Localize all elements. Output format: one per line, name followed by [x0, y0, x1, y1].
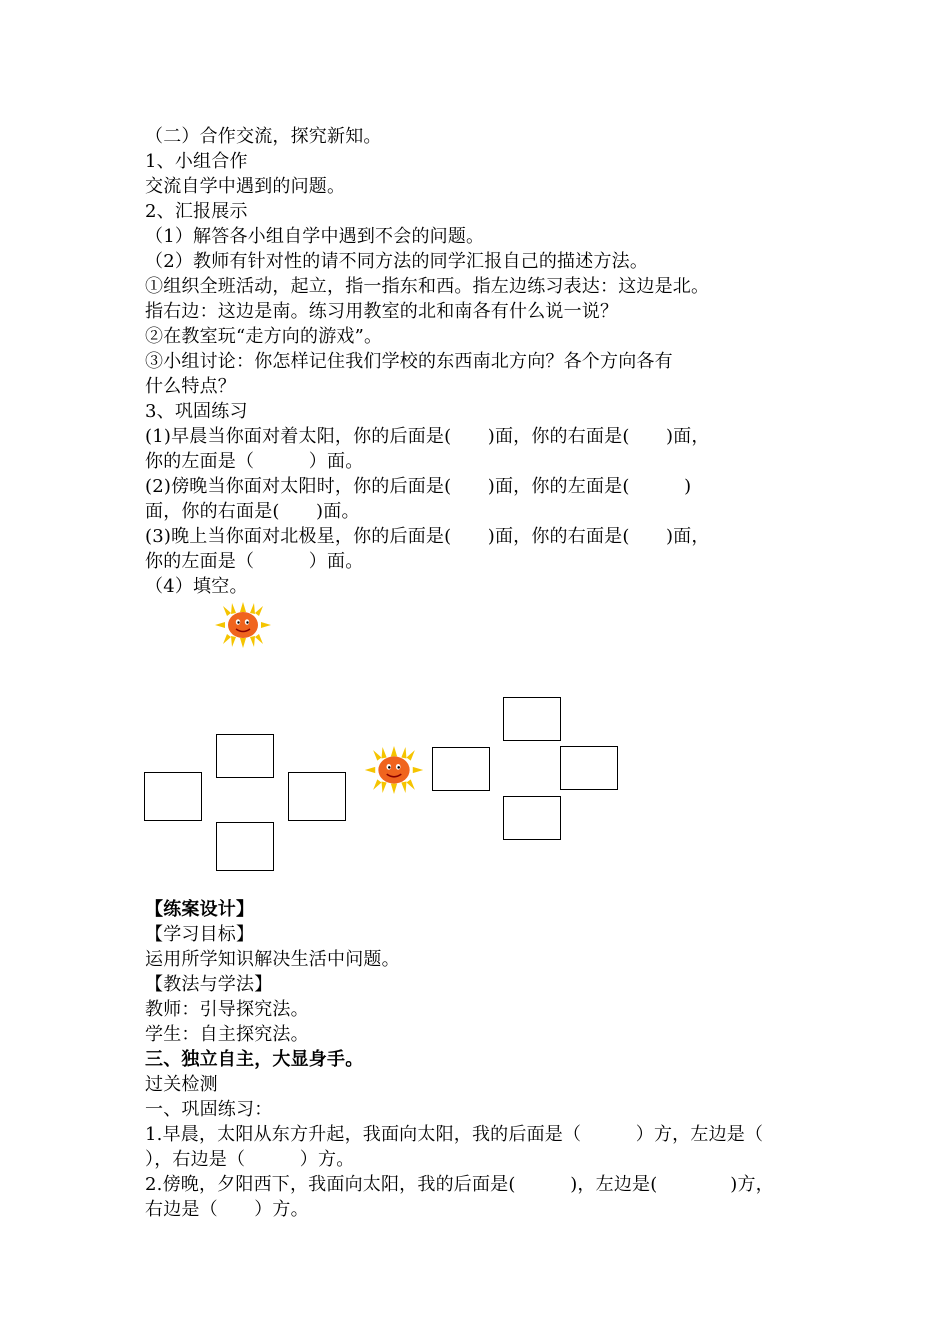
answer-box-bottom[interactable] [216, 822, 274, 871]
text-line: 运用所学知识解决生活中问题。 [145, 949, 400, 970]
text-line: （2）教师有针对性的请不同方法的同学汇报自己的描述方法。 [145, 251, 649, 272]
answer-box-right[interactable] [288, 772, 346, 821]
text-line: 学生：自主探究法。 [145, 1024, 309, 1045]
text-line: 2、汇报展示 [145, 201, 248, 222]
answer-box-right[interactable] [560, 746, 618, 790]
text-line: ①组织全班活动，起立，指一指东和西。指左边练习表达：这边是北。 [145, 276, 710, 297]
answer-box-top[interactable] [503, 697, 561, 741]
text-line: 一、巩固练习： [145, 1099, 273, 1120]
exercise-line: 1.早晨，太阳从东方升起，我面向太阳，我的后面是（ ）方，左边是（ [145, 1124, 764, 1145]
answer-box-bottom[interactable] [503, 796, 561, 840]
text-line: 过关检测 [145, 1074, 218, 1095]
section-heading: （二）合作交流，探究新知。 [145, 126, 382, 147]
section-heading: 【学习目标】 [145, 924, 255, 945]
text-line: （1）解答各小组自学中遇到不会的问题。 [145, 226, 485, 247]
exercise-line: 2.傍晚，夕阳西下，我面向太阳，我的后面是( )，左边是( )方， [145, 1174, 774, 1195]
text-line: 教师：引导探究法。 [145, 999, 309, 1020]
answer-box-top[interactable] [216, 734, 274, 778]
section-heading: 三、独立自主，大显身手。 [145, 1049, 364, 1070]
exercise-line: 面，你的右面是( )面。 [145, 501, 360, 522]
text-line: 3、巩固练习 [145, 401, 248, 422]
exercise-line: 右边是（ ）方。 [145, 1199, 309, 1220]
exercise-line: (2)傍晚当你面对太阳时，你的后面是( )面，你的左面是( ) [145, 476, 692, 497]
sun-icon [215, 602, 271, 648]
text-line: ②在教室玩“走方向的游戏”。 [145, 326, 383, 347]
exercise-line: (3)晚上当你面对北极星，你的后面是( )面，你的右面是( )面， [145, 526, 710, 547]
text-line: 1、小组合作 [145, 151, 248, 172]
answer-box-left[interactable] [432, 747, 490, 791]
text-line: 交流自学中遇到的问题。 [145, 176, 346, 197]
sun-icon [364, 746, 424, 794]
exercise-line: (1)早晨当你面对着太阳，你的后面是( )面，你的右面是( )面， [145, 426, 710, 447]
answer-box-left[interactable] [144, 772, 202, 821]
exercise-line: 你的左面是（ ）面。 [145, 451, 364, 472]
text-line: ③小组讨论：你怎样记住我们学校的东西南北方向？各个方向各有 [145, 351, 673, 372]
section-heading: 【教法与学法】 [145, 974, 273, 995]
text-line: 指右边：这边是南。练习用教室的北和南各有什么说一说？ [145, 301, 619, 322]
section-heading: 【练案设计】 [145, 899, 255, 920]
exercise-line: 你的左面是（ ）面。 [145, 551, 364, 572]
exercise-line: ），右边是（ ）方。 [145, 1149, 355, 1170]
text-line: （4）填空。 [145, 576, 248, 597]
text-line: 什么特点？ [145, 376, 236, 397]
